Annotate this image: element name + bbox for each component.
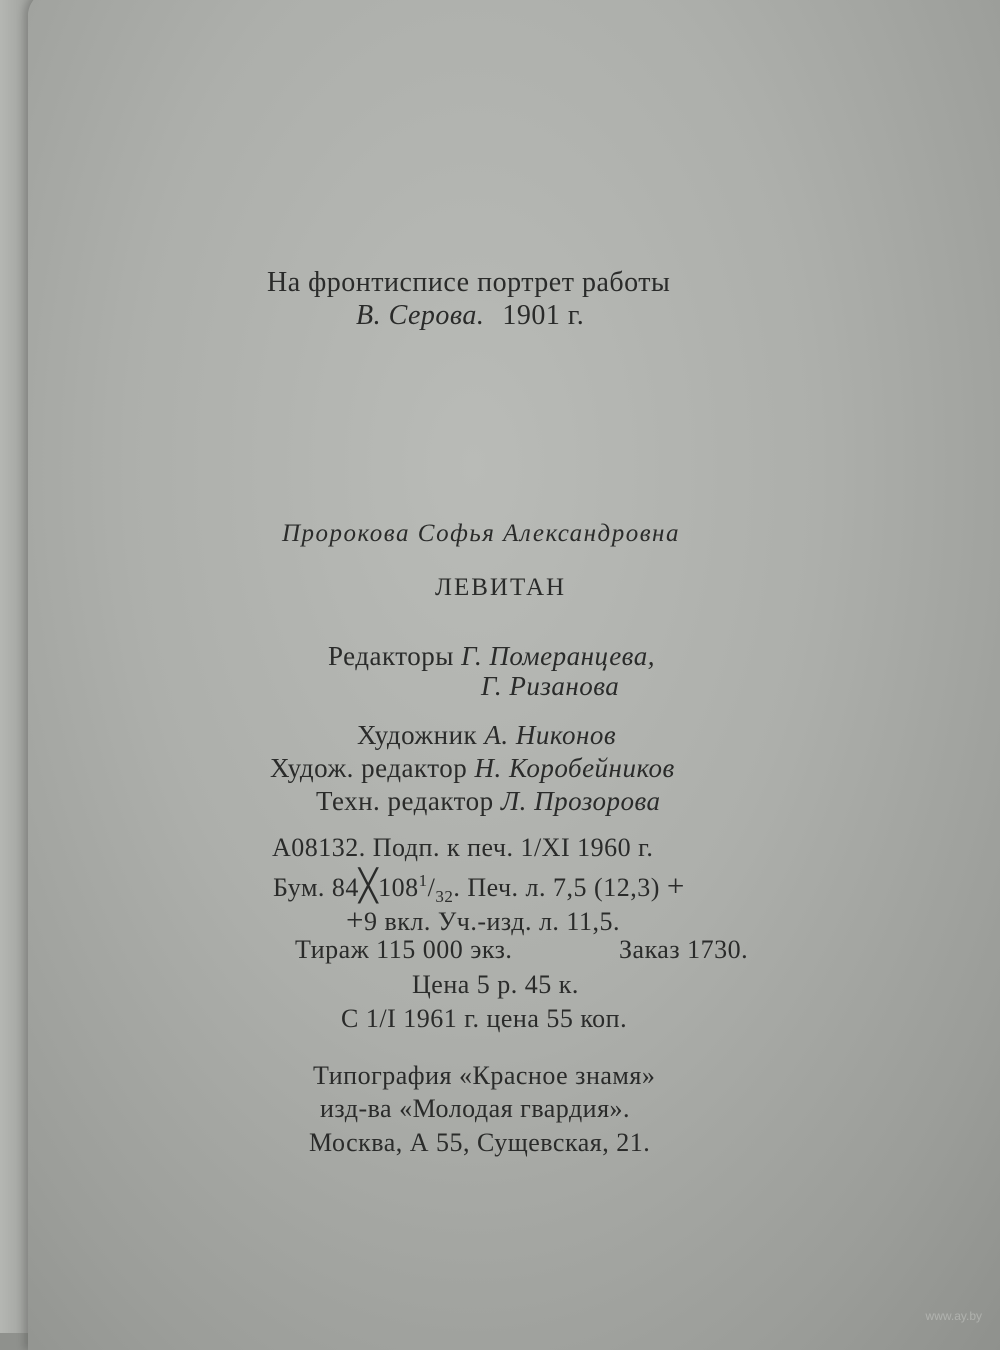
tech-editor-credit bbox=[316, 786, 661, 817]
frontispiece-attribution bbox=[356, 300, 584, 332]
frontispiece-artist: В. Серова. bbox=[356, 300, 485, 331]
artist-name: А. Никонов bbox=[484, 720, 617, 750]
art-editor-name: Н. Коробейников bbox=[474, 753, 675, 783]
format-fraction-num: 1 bbox=[418, 871, 428, 890]
editors-line bbox=[328, 641, 655, 672]
printer-name: Типография «Красное знамя» bbox=[313, 1061, 656, 1090]
frontispiece-year: 1901 г. bbox=[502, 300, 585, 331]
editor-name-2: Г. Ризанова bbox=[481, 671, 620, 701]
artist-credit bbox=[357, 720, 616, 751]
plus-sign-end: + bbox=[666, 868, 685, 903]
imprint-signed: А08132. Подп. к печ. 1/XI 1960 г. bbox=[272, 833, 654, 862]
format-fraction-den: 32 bbox=[435, 887, 454, 906]
editor-name-1: Г. Померанцева, bbox=[461, 641, 655, 671]
format-sheets: . Печ. л. 7,5 (12,3) bbox=[453, 873, 660, 902]
printer-address: Москва, А 55, Сущевская, 21. bbox=[309, 1128, 651, 1157]
print-run: Тираж 115 000 экз. bbox=[295, 935, 513, 964]
printer-publisher: изд-ва «Молодая гвардия». bbox=[320, 1094, 631, 1123]
format-number: 108 bbox=[378, 873, 419, 902]
book-title: ЛЕВИТАН bbox=[435, 574, 567, 601]
art-editor-credit bbox=[270, 753, 675, 784]
price: Цена 5 р. 45 к. bbox=[412, 970, 579, 999]
author-name: Пророкова Софья Александровна bbox=[282, 520, 680, 547]
order-number: Заказ 1730. bbox=[619, 935, 749, 964]
imprint-format: Бум. $84╳108^1/_{32}$. Печ. л. 7,5 (12,3) + bbox=[273, 868, 685, 906]
art-editor-label: Худож. редактор bbox=[270, 753, 468, 783]
frontispiece-line: На фронтисписе портрет работы bbox=[267, 267, 671, 298]
new-price: С 1/I 1961 г. цена 55 коп. bbox=[341, 1004, 628, 1033]
watermark-text: www.ay.by bbox=[925, 1309, 982, 1323]
plus-sign-start: + bbox=[346, 902, 364, 937]
tech-editor-name: Л. Прозорова bbox=[500, 786, 661, 816]
times-sign: ╳ bbox=[358, 868, 379, 903]
editors-label: Редакторы bbox=[328, 641, 454, 671]
inserts-text: 9 вкл. Уч.-изд. л. 11,5. bbox=[363, 907, 620, 936]
artist-label: Художник bbox=[357, 720, 478, 750]
imprint-inserts bbox=[346, 902, 620, 938]
format-prefix: Бум. 84 bbox=[273, 873, 359, 902]
tech-editor-label: Техн. редактор bbox=[316, 786, 494, 816]
